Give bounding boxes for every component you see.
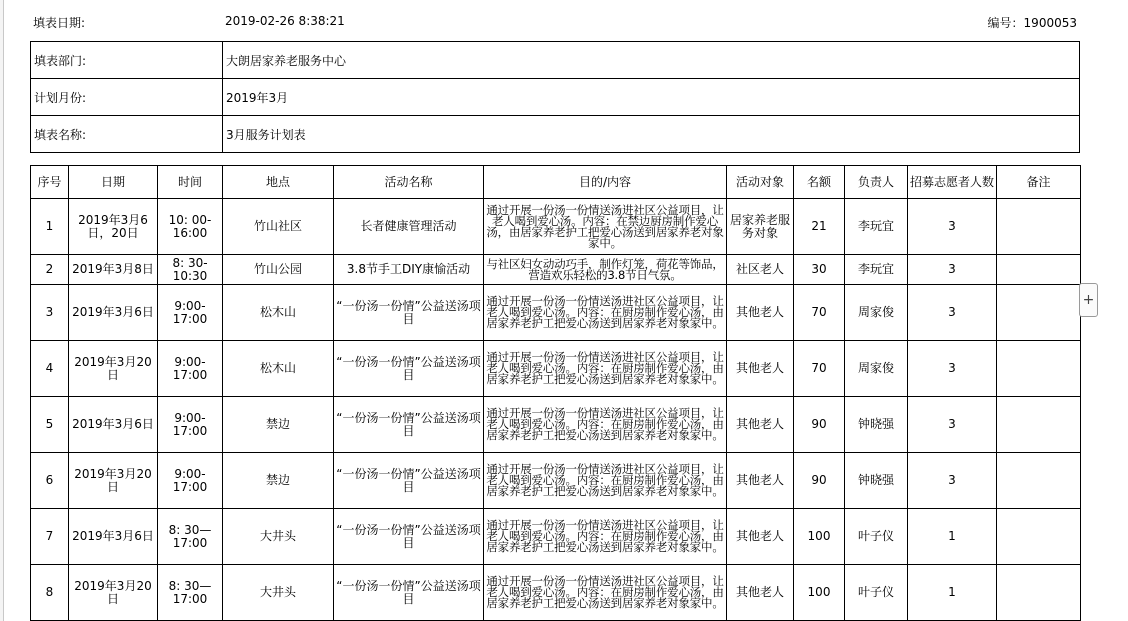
cell-no: 6 [31, 453, 69, 509]
cell-date: 2019年3月8日 [69, 255, 158, 285]
form-info-table [30, 41, 1080, 153]
cell-volunteers: 3 [908, 255, 997, 285]
cell-date: 2019年3月6日 [69, 397, 158, 453]
cell-content: 通过开展一份汤一份情送汤进社区公益项目，让老人喝到爱心汤。内容：在厨房制作爱心汤，由居家养老护工把爱心汤送到居家养老对象家中。 [484, 509, 727, 565]
table-row [31, 341, 1081, 397]
header-activity: 活动名称 [334, 166, 484, 199]
header-remark: 备注 [997, 166, 1081, 199]
cell-no: 3 [31, 285, 69, 341]
cell-target: 其他老人 [727, 397, 794, 453]
cell-place: 竹山社区 [223, 199, 334, 255]
cell-time: 9:00-17:00 [158, 285, 223, 341]
cell-leader: 李玩宜 [845, 199, 908, 255]
cell-remark [997, 565, 1081, 621]
cell-quota: 21 [794, 199, 845, 255]
header-quota: 名额 [794, 166, 845, 199]
cell-quota: 100 [794, 565, 845, 621]
cell-volunteers: 3 [908, 453, 997, 509]
cell-quota: 70 [794, 341, 845, 397]
cell-remark [997, 199, 1081, 255]
cell-target: 社区老人 [727, 255, 794, 285]
header-no: 序号 [31, 166, 69, 199]
cell-quota: 90 [794, 397, 845, 453]
cell-content: 通过开展一份汤一份情送汤进社区公益项目，让老人喝到爱心汤。内容：在禁边厨房制作爱心汤，由居家养老护工把爱心汤送到居家养老对象家中。 [484, 199, 727, 255]
month-value: 2019年3月 [223, 79, 1080, 116]
table-row [31, 509, 1081, 565]
dept-value: 大朗居家养老服务中心 [223, 42, 1080, 79]
cell-activity: 3.8节手工DIY康愉活动 [334, 255, 484, 285]
cell-remark [997, 341, 1081, 397]
cell-quota: 70 [794, 285, 845, 341]
cell-no: 1 [31, 199, 69, 255]
cell-content: 通过开展一份汤一份情送汤进社区公益项目，让老人喝到爱心汤。内容：在厨房制作爱心汤，由居家养老护工把爱心汤送到居家养老对象家中。 [484, 285, 727, 341]
cell-leader: 叶子仪 [845, 509, 908, 565]
cell-no: 7 [31, 509, 69, 565]
header-date: 日期 [69, 166, 158, 199]
table-header-row [31, 166, 1081, 199]
cell-content: 通过开展一份汤一份情送汤进社区公益项目，让老人喝到爱心汤。内容：在厨房制作爱心汤，由居家养老护工把爱心汤送到居家养老对象家中。 [484, 453, 727, 509]
cell-place: 松木山 [223, 341, 334, 397]
cell-time: 8: 30-10:30 [158, 255, 223, 285]
cell-time: 8: 30—17:00 [158, 509, 223, 565]
cell-place: 松木山 [223, 285, 334, 341]
cell-time: 9:00-17:00 [158, 453, 223, 509]
cell-quota: 30 [794, 255, 845, 285]
table-row [31, 255, 1081, 285]
serial-number: 编号：1900053 [987, 16, 1077, 30]
info-row-month [31, 79, 1080, 116]
header-place: 地点 [223, 166, 334, 199]
expand-button[interactable] [1079, 283, 1098, 317]
cell-target: 其他老人 [727, 453, 794, 509]
cell-activity: “一份汤一份情”公益送汤项目 [334, 341, 484, 397]
cell-place: 大井头 [223, 565, 334, 621]
cell-target: 其他老人 [727, 509, 794, 565]
cell-activity: 长者健康管理活动 [334, 199, 484, 255]
form-name-label: 填表名称: [31, 116, 223, 153]
fill-date-label: 填表日期: [33, 16, 86, 30]
cell-time: 8: 30—17:00 [158, 565, 223, 621]
cell-no: 4 [31, 341, 69, 397]
info-row-dept [31, 42, 1080, 79]
cell-quota: 100 [794, 509, 845, 565]
header-target: 活动对象 [727, 166, 794, 199]
cell-activity: “一份汤一份情”公益送汤项目 [334, 397, 484, 453]
dept-label: 填表部门: [31, 42, 223, 79]
cell-volunteers: 3 [908, 397, 997, 453]
cell-place: 禁边 [223, 397, 334, 453]
cell-content: 通过开展一份汤一份情送汤进社区公益项目，让老人喝到爱心汤。内容：在厨房制作爱心汤，由居家养老护工把爱心汤送到居家养老对象家中。 [484, 565, 727, 621]
cell-place: 禁边 [223, 453, 334, 509]
cell-volunteers: 3 [908, 199, 997, 255]
header-time: 时间 [158, 166, 223, 199]
cell-time: 9:00-17:00 [158, 341, 223, 397]
cell-no: 5 [31, 397, 69, 453]
cell-date: 2019年3月6日 [69, 509, 158, 565]
header-leader: 负责人 [845, 166, 908, 199]
cell-target: 其他老人 [727, 341, 794, 397]
cell-date: 2019年3月20日 [69, 341, 158, 397]
cell-leader: 李玩宜 [845, 255, 908, 285]
cell-target: 其他老人 [727, 565, 794, 621]
cell-volunteers: 1 [908, 565, 997, 621]
table-body [31, 199, 1081, 621]
fill-date-value: 2019-02-26 8:38:21 [225, 14, 345, 28]
cell-remark [997, 255, 1081, 285]
form-name-value: 3月服务计划表 [223, 116, 1080, 153]
header-volunteers: 招募志愿者人数 [908, 166, 997, 199]
cell-remark [997, 509, 1081, 565]
cell-leader: 周家俊 [845, 285, 908, 341]
month-label: 计划月份: [31, 79, 223, 116]
plus-icon: + [1082, 292, 1095, 308]
cell-no: 2 [31, 255, 69, 285]
table-row [31, 565, 1081, 621]
cell-content: 通过开展一份汤一份情送汤进社区公益项目，让老人喝到爱心汤。内容：在厨房制作爱心汤，由居家养老护工把爱心汤送到居家养老对象家中。 [484, 341, 727, 397]
cell-place: 竹山公园 [223, 255, 334, 285]
table-row [31, 285, 1081, 341]
cell-date: 2019年3月6日，20日 [69, 199, 158, 255]
cell-activity: “一份汤一份情”公益送汤项目 [334, 565, 484, 621]
cell-volunteers: 3 [908, 285, 997, 341]
cell-content: 与社区妇女动动巧手，制作灯笼，荷花等饰品，营造欢乐轻松的3.8节日气氛。 [484, 255, 727, 285]
cell-date: 2019年3月6日 [69, 285, 158, 341]
cell-date: 2019年3月20日 [69, 565, 158, 621]
cell-date: 2019年3月20日 [69, 453, 158, 509]
cell-time: 10: 00-16:00 [158, 199, 223, 255]
cell-volunteers: 3 [908, 341, 997, 397]
cell-target: 居家养老服务对象 [727, 199, 794, 255]
cell-leader: 周家俊 [845, 341, 908, 397]
form-header-row [30, 8, 1080, 34]
cell-remark [997, 453, 1081, 509]
cell-remark [997, 397, 1081, 453]
cell-no: 8 [31, 565, 69, 621]
cell-time: 9:00-17:00 [158, 397, 223, 453]
cell-leader: 叶子仪 [845, 565, 908, 621]
page-edge-rule [0, 0, 4, 621]
table-row [31, 453, 1081, 509]
cell-activity: “一份汤一份情”公益送汤项目 [334, 285, 484, 341]
table-row [31, 397, 1081, 453]
cell-remark [997, 285, 1081, 341]
cell-activity: “一份汤一份情”公益送汤项目 [334, 453, 484, 509]
info-row-name [31, 116, 1080, 153]
cell-content: 通过开展一份汤一份情送汤进社区公益项目，让老人喝到爱心汤。内容：在厨房制作爱心汤，由居家养老护工把爱心汤送到居家养老对象家中。 [484, 397, 727, 453]
cell-volunteers: 1 [908, 509, 997, 565]
cell-target: 其他老人 [727, 285, 794, 341]
service-plan-table [30, 165, 1081, 621]
table-row [31, 199, 1081, 255]
header-content: 目的/内容 [484, 166, 727, 199]
cell-quota: 90 [794, 453, 845, 509]
cell-place: 大井头 [223, 509, 334, 565]
cell-activity: “一份汤一份情”公益送汤项目 [334, 509, 484, 565]
cell-leader: 钟晓强 [845, 397, 908, 453]
cell-leader: 钟晓强 [845, 453, 908, 509]
